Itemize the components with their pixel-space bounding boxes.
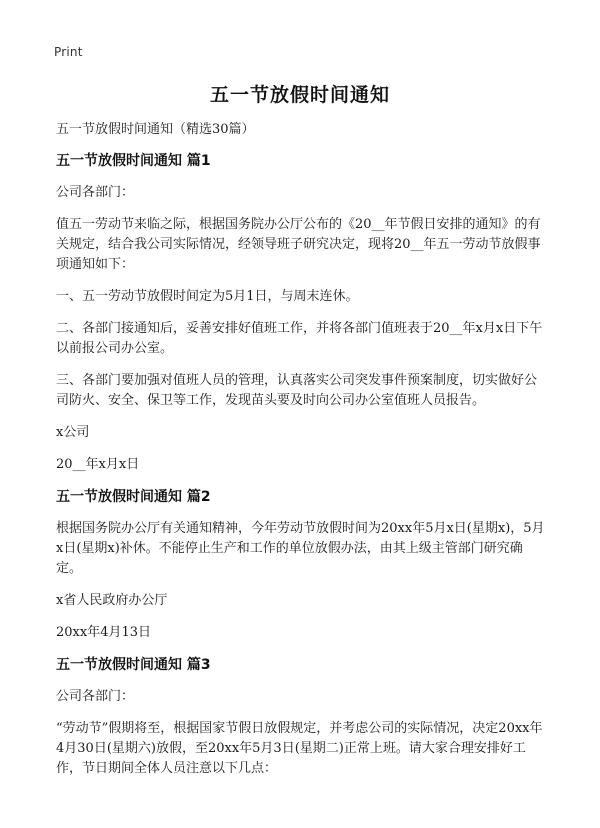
item-paragraph: 一、五一劳动节放假时间定为5月1日，与周末连休。 [56,289,359,304]
document-body [56,120,548,791]
intro-paragraph: 值五一劳动节来临之际，根据国务院办公厅公布的《20__年节假日安排的通知》的有关规定，结合我公司实际情况，经领导班子研究决定，现将20__年五一劳动节放假事项通知如下： [56,217,541,272]
document-subtitle: 五一节放假时间通知（精选30篇） [56,122,255,137]
section-heading: 五一节放假时间通知 篇3 [56,657,211,673]
item-paragraph: 二、各部门接通知后，妥善安排好值班工作，并将各部门值班表于20__年x月x日下午以前报公司办公室。 [56,321,543,356]
section-2 [56,487,548,643]
section-heading: 五一节放假时间通知 篇1 [56,153,211,169]
signature-date: 20xx年4月13日 [56,625,152,640]
signature-date: 20__年x月x日 [56,457,140,472]
body-paragraph: 根据国务院办公厅有关通知精神，今年劳动节放假时间为20xx年5月x日(星期x)，5月x日(星期x)补休。不能停止生产和工作的单位放假办法，由其上级主管部门研究确定。 [56,521,545,576]
section-3 [56,655,548,779]
section-1 [56,151,548,475]
item-paragraph: 三、各部门要加强对值班人员的管理，认真落实公司突发事件预案制度，切实做好公司防火、安全、保卫等工作，发现苗头要及时向公司办公室值班人员报告。 [56,373,538,408]
greeting-paragraph: 公司各部门： [56,689,135,704]
signature-org: x省人民政府办公厅 [56,593,168,608]
body-paragraph: “劳动节”假期将至，根据国家节假日放假规定，并考虑公司的实际情况，决定20xx年4月30日(星期六)放假，至20xx年5月3日(星期二)正常上班。请大家合理安排好工作，节日期间全体人员注意以下几点： [56,721,543,776]
signature-org: x公司 [56,425,90,440]
greeting-paragraph: 公司各部门： [56,185,135,200]
print-link[interactable]: Print [54,45,83,59]
section-heading: 五一节放假时间通知 篇2 [56,489,211,505]
page-title: 五一节放假时间通知 [209,84,390,106]
